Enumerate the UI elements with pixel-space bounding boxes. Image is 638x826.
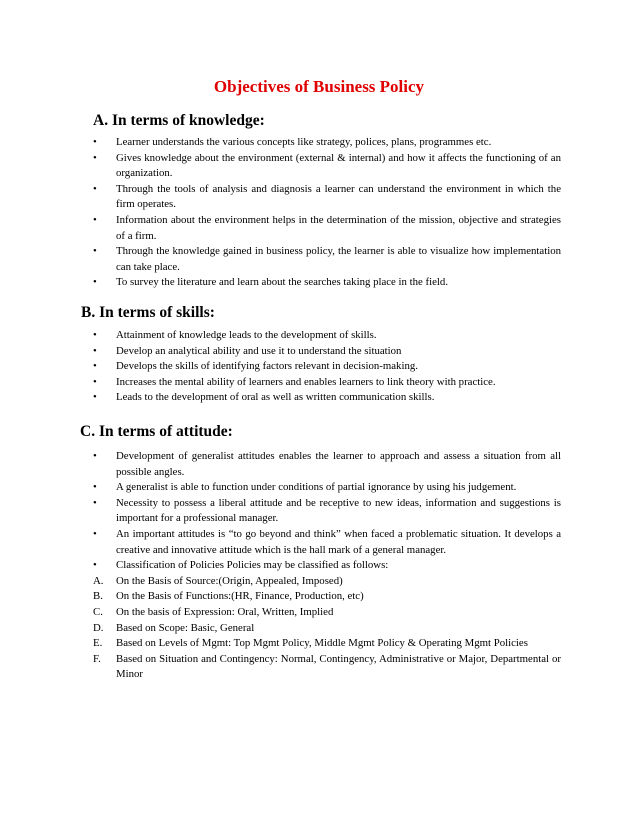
list-item-text: On the basis of Expression: Oral, Written, Implied	[116, 605, 334, 618]
bullet-marker: •	[93, 329, 97, 341]
list-item	[93, 574, 561, 590]
list-item-text: On the Basis of Functions:(HR, Finance, Production, etc)	[116, 590, 364, 603]
list-item	[93, 496, 561, 527]
bullet-marker: •	[93, 276, 97, 289]
list-item-text: Through the knowledge gained in business policy, the learner is able to visualize how implementation can take place.	[116, 245, 561, 273]
list-item	[93, 244, 561, 275]
list-item-text: Based on Situation and Contingency: Normal, Contingency, Administrative or Major, Departmental or Minor	[116, 652, 561, 681]
list-item-text: Learner understands the various concepts like strategy, polices, plans, programmes etc.	[116, 136, 492, 148]
list-item-text: Development of generalist attitudes enables the learner to approach and assess a situation from all possible angles.	[116, 450, 561, 478]
list-item-text: Develop an analytical ability and use it to understand the situation	[116, 344, 402, 357]
bullet-marker: •	[93, 481, 97, 494]
list-item-text: Increases the mental ability of learners and enables learners to link theory with practice.	[116, 375, 496, 388]
bullet-marker: •	[93, 344, 97, 357]
list-item	[93, 344, 561, 360]
list-item	[93, 151, 561, 182]
list-item	[93, 328, 561, 344]
bullet-marker: •	[93, 213, 97, 226]
section-heading-attitude: C. In terms of attitude:	[80, 423, 233, 440]
list-item-text: Information about the environment helps in the determination of the mission, objective and strategies of a firm.	[116, 213, 561, 242]
skills-list	[93, 328, 561, 406]
bullet-marker: •	[93, 391, 97, 404]
list-item	[93, 213, 561, 244]
list-item-text: Attainment of knowledge leads to the development of skills.	[116, 329, 377, 341]
list-item	[93, 449, 561, 480]
section-heading-knowledge: A. In terms of knowledge:	[93, 112, 265, 129]
list-item-text: Leads to the development of oral as well as written communication skills.	[116, 391, 435, 404]
letter-marker: A.	[93, 574, 104, 587]
page-title: Objectives of Business Policy	[213, 77, 425, 96]
list-item	[93, 480, 561, 496]
list-item	[93, 359, 561, 375]
list-item-text: Based on Levels of Mgmt: Top Mgmt Policy, Middle Mgmt Policy & Operating Mgmt Policies	[116, 637, 528, 650]
attitude-list	[93, 449, 561, 683]
list-item-text: Gives knowledge about the environment (external & internal) and how it affects the functioning of an organization.	[116, 151, 561, 180]
letter-marker: B.	[93, 590, 103, 603]
letter-marker: F.	[93, 652, 101, 665]
bullet-marker: •	[93, 375, 97, 388]
knowledge-list	[93, 135, 561, 291]
list-item	[93, 135, 561, 151]
bullet-marker: •	[93, 245, 97, 258]
list-item-text: An important attitudes is “to go beyond and think” when faced a problematic situation. It develops a creative and innovative attitude which is the hall mark of a general manager.	[116, 527, 561, 556]
letter-marker: C.	[93, 605, 103, 618]
bullet-marker: •	[93, 151, 97, 164]
list-item-text: On the Basis of Source:(Origin, Appealed, Imposed)	[116, 574, 343, 587]
list-item-text: Based on Scope: Basic, General	[116, 621, 255, 634]
list-item	[93, 182, 561, 213]
bullet-marker: •	[93, 360, 97, 373]
bullet-marker: •	[93, 527, 97, 540]
letter-marker: E.	[93, 637, 103, 650]
list-item-text: A generalist is able to function under conditions of partial ignorance by using his judgement.	[116, 481, 517, 494]
list-item	[93, 621, 561, 637]
list-item	[93, 275, 561, 291]
list-item	[93, 527, 561, 558]
bullet-marker: •	[93, 450, 97, 462]
bullet-marker: •	[93, 136, 97, 148]
list-item-text: To survey the literature and learn about the searches taking place in the field.	[116, 276, 449, 289]
list-item	[93, 652, 561, 683]
list-item	[93, 375, 561, 391]
list-item	[93, 558, 561, 574]
list-item	[93, 390, 561, 406]
list-item-text: Necessity to possess a liberal attitude and be receptive to new ideas, information and suggestions is important for a professional manager.	[116, 496, 561, 525]
section-heading-skills: B. In terms of skills:	[81, 304, 215, 321]
list-item	[93, 605, 561, 621]
list-item	[93, 636, 561, 652]
bullet-marker: •	[93, 496, 97, 509]
letter-marker: D.	[93, 621, 104, 634]
bullet-marker: •	[93, 182, 97, 195]
bullet-marker: •	[93, 559, 97, 572]
list-item-text: Through the tools of analysis and diagnosis a learner can understand the environment in which the firm operates.	[116, 182, 561, 211]
list-item	[93, 589, 561, 605]
list-item-text: Develops the skills of identifying factors relevant in decision-making.	[116, 360, 418, 373]
list-item-text: Classification of Policies Policies may be classified as follows:	[116, 559, 389, 572]
